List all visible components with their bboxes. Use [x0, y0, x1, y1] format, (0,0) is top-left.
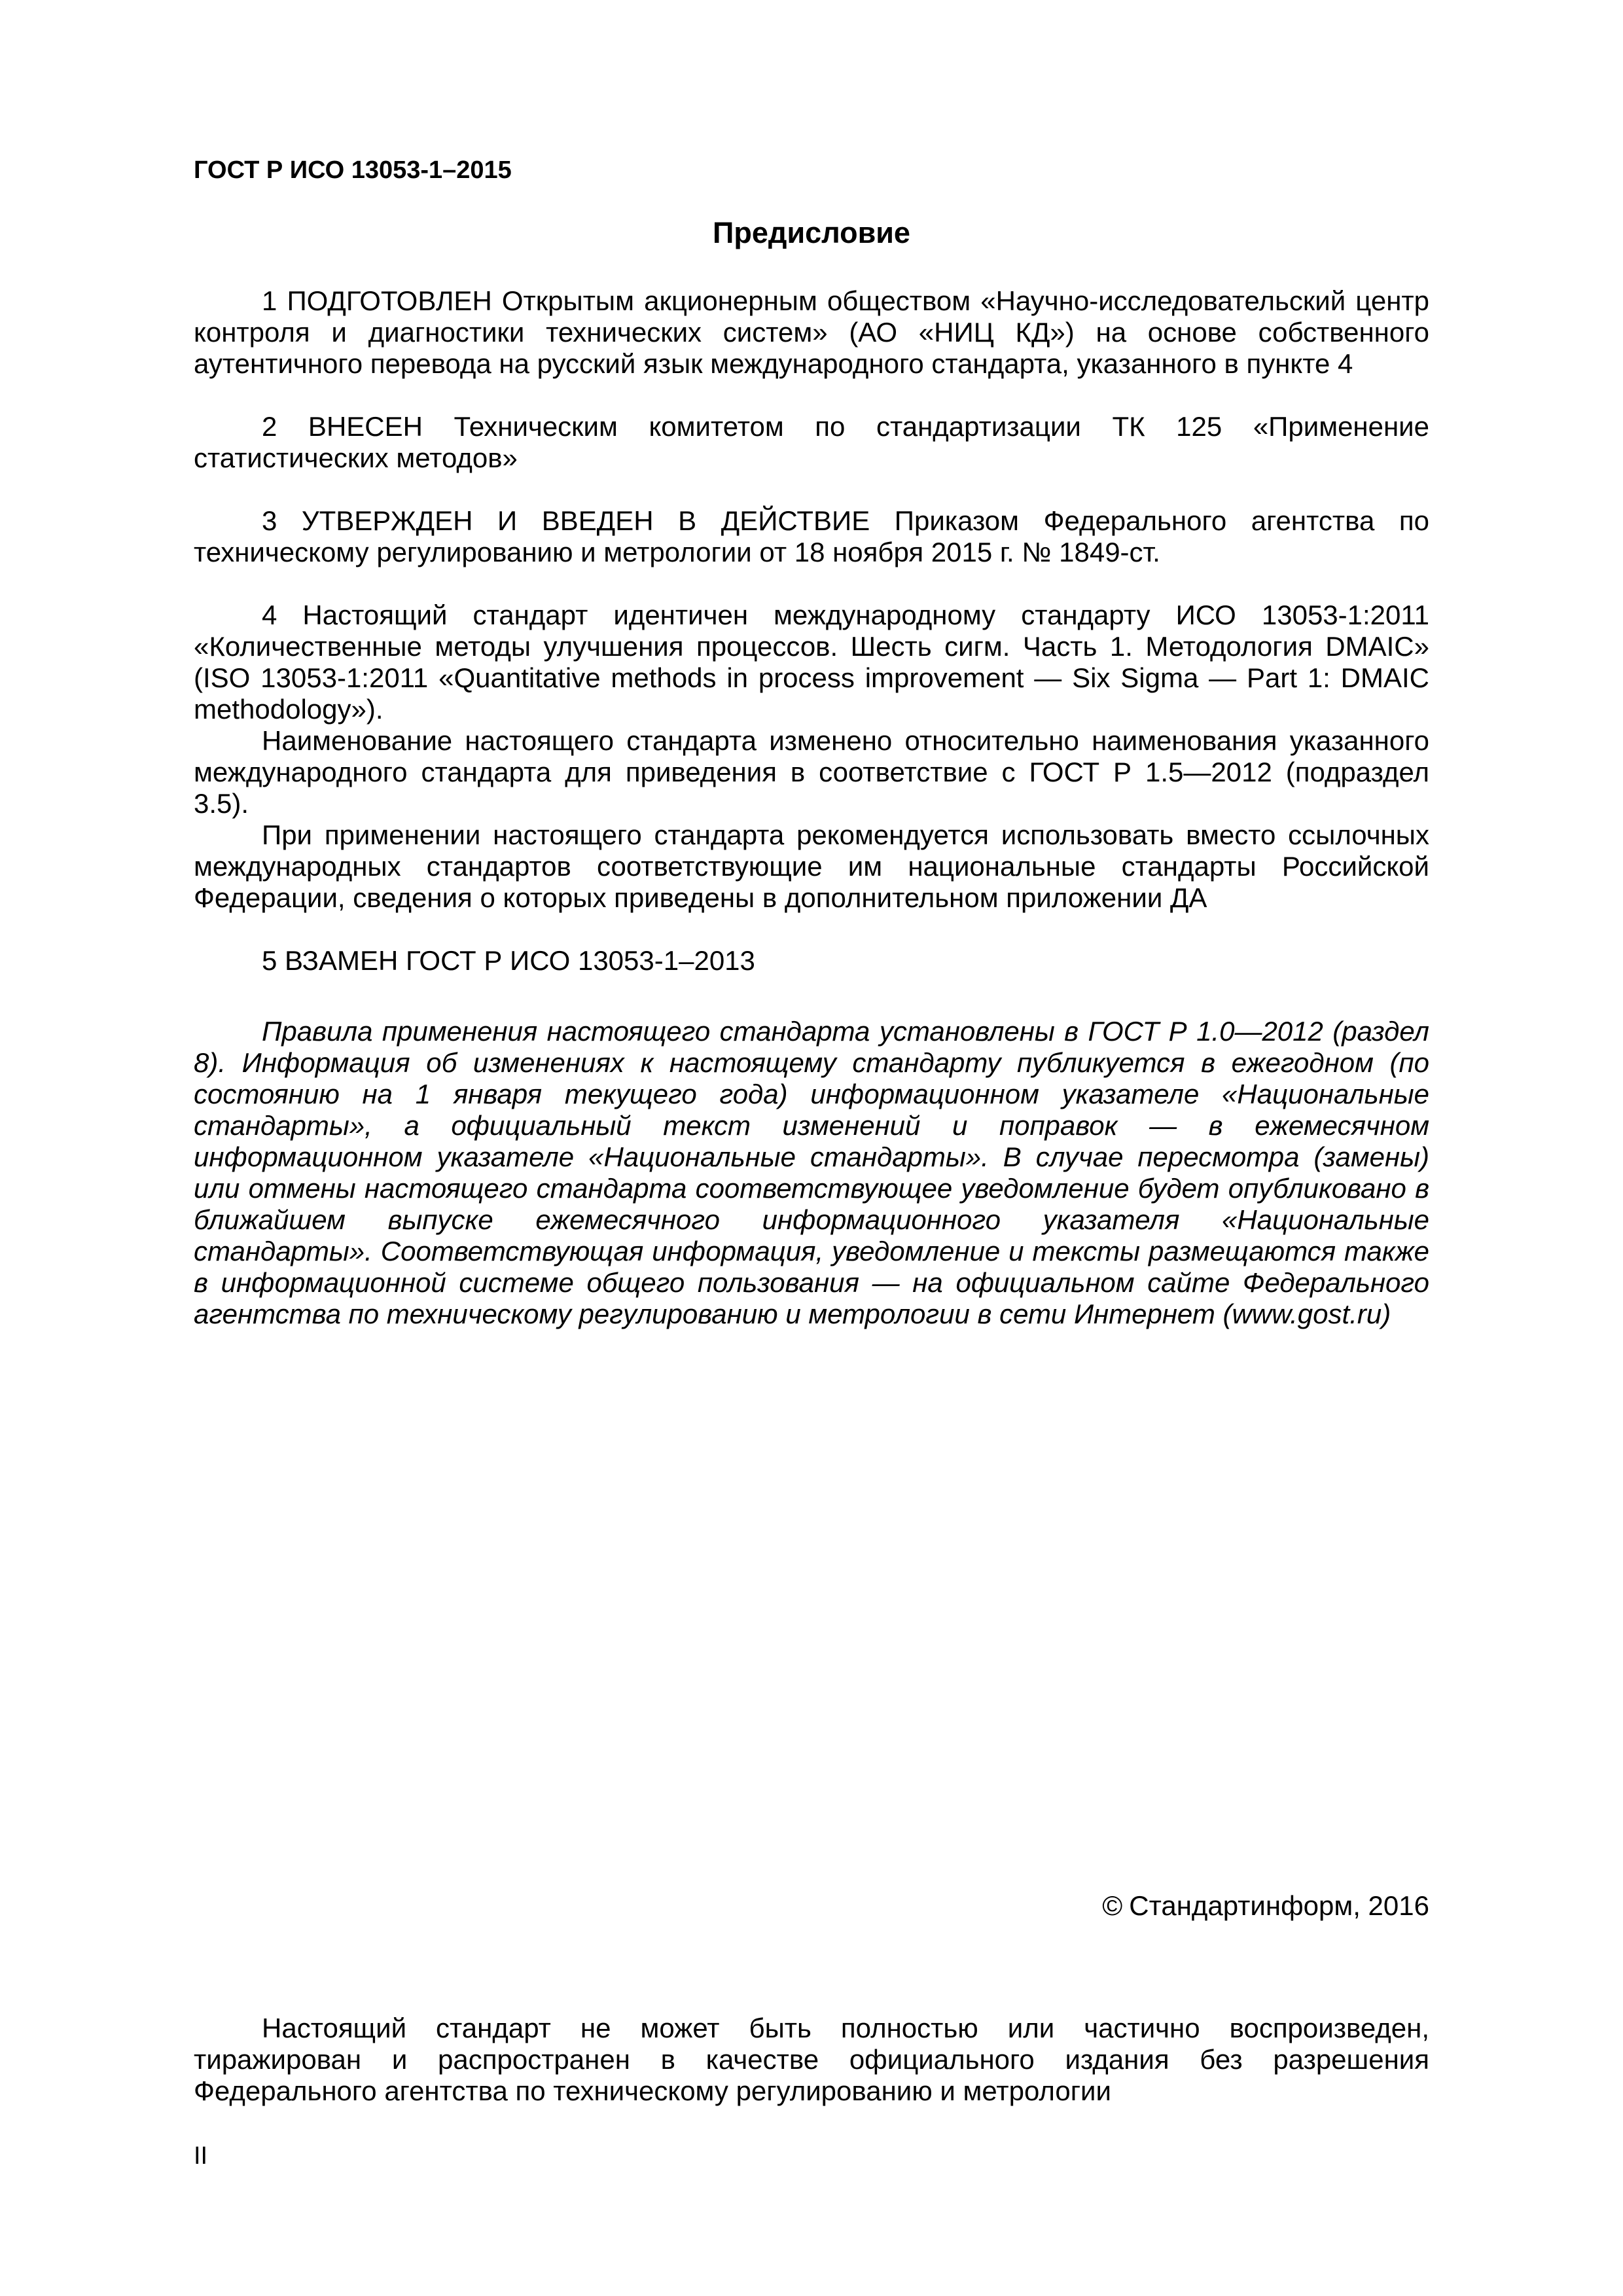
paragraph-replaces: 5 ВЗАМЕН ГОСТ Р ИСО 13053-1–2013 — [262, 945, 755, 976]
reproduction-rights-notice: Настоящий стандарт не может быть полностью или частично воспроизведен, тиражирован и распространен в качестве официального издания без разрешения Федерального агентства по техническому регулированию и метрологии — [194, 2013, 1429, 2106]
copyright-text: Стандартинформ, 2016 — [1129, 1890, 1429, 1921]
page-title: Предисловие — [713, 216, 910, 249]
page-number: II — [194, 2142, 208, 2170]
paragraph-introduced-by: 2 ВНЕСЕН Техническим комитетом по стандартизации ТК 125 «Применение статистических методов» — [194, 411, 1429, 473]
copyright-symbol: © — [1102, 1890, 1123, 1921]
paragraph-approved: 3 УТВЕРЖДЕН И ВВЕДЕН В ДЕЙСТВИЕ Приказом Федерального агентства по техническому регулированию и метрологии от 18 ноября 2015 г. № 1849-ст. — [194, 505, 1429, 567]
paragraph-references: При применении настоящего стандарта рекомендуется использовать вместо ссылочных международных стандартов соответствующие им национальные стандарты Российской Федерации, сведения о которых приведены в дополнительном приложении ДА — [194, 819, 1429, 913]
paragraph-prepared-by: 1 ПОДГОТОВЛЕН Открытым акционерным обществом «Научно-исследовательский центр контроля и диагностики технических систем» (АО «НИЦ КД») на основе собственного аутентичного перевода на русский язык международного стандарта, указанного в пункте 4 — [194, 285, 1429, 379]
paragraph-title-changed: Наименование настоящего стандарта изменено относительно наименования указанного международного стандарта для приведения в соответствие с ГОСТ Р 1.5—2012 (подраздел 3.5). — [194, 725, 1429, 819]
paragraph-identical-standard: 4 Настоящий стандарт идентичен международному стандарту ИСО 13053-1:2011 «Количественные методы улучшения процессов. Шесть сигм. Часть 1. Методология DMAIC» (ISO 13053-1:2011 «Quantitative methods in process improvement — Six Sigma — Part 1: DMAIC methodology»). — [194, 600, 1429, 725]
application-rules-notice: Правила применения настоящего стандарта установлены в ГОСТ Р 1.0—2012 (раздел 8). Информация об изменениях к настоящему стандарту публикуется в ежегодном (по состоянию на 1 января текущего года) информационном указателе «Национальные стандарты», а официальный текст изменений и поправок — в ежемесячном информационном указателе «Национальные стандарты». В случае пересмотра (замены) или отмены настоящего стандарта соответствующее уведомление будет опубликовано в ближайшем выпуске ежемесячного информационного указателя «Национальные стандарты». Соответствующая информация, уведомление и тексты размещаются также в информационной системе общего пользования — на официальном сайте Федерального агентства по техническому регулированию и метрологии в сети Интернет (www.gost.ru) — [194, 1016, 1429, 1329]
foreword-body — [194, 285, 1429, 1330]
document-code-header: ГОСТ Р ИСО 13053-1–2015 — [194, 156, 512, 184]
copyright-line — [1102, 1890, 1429, 1922]
